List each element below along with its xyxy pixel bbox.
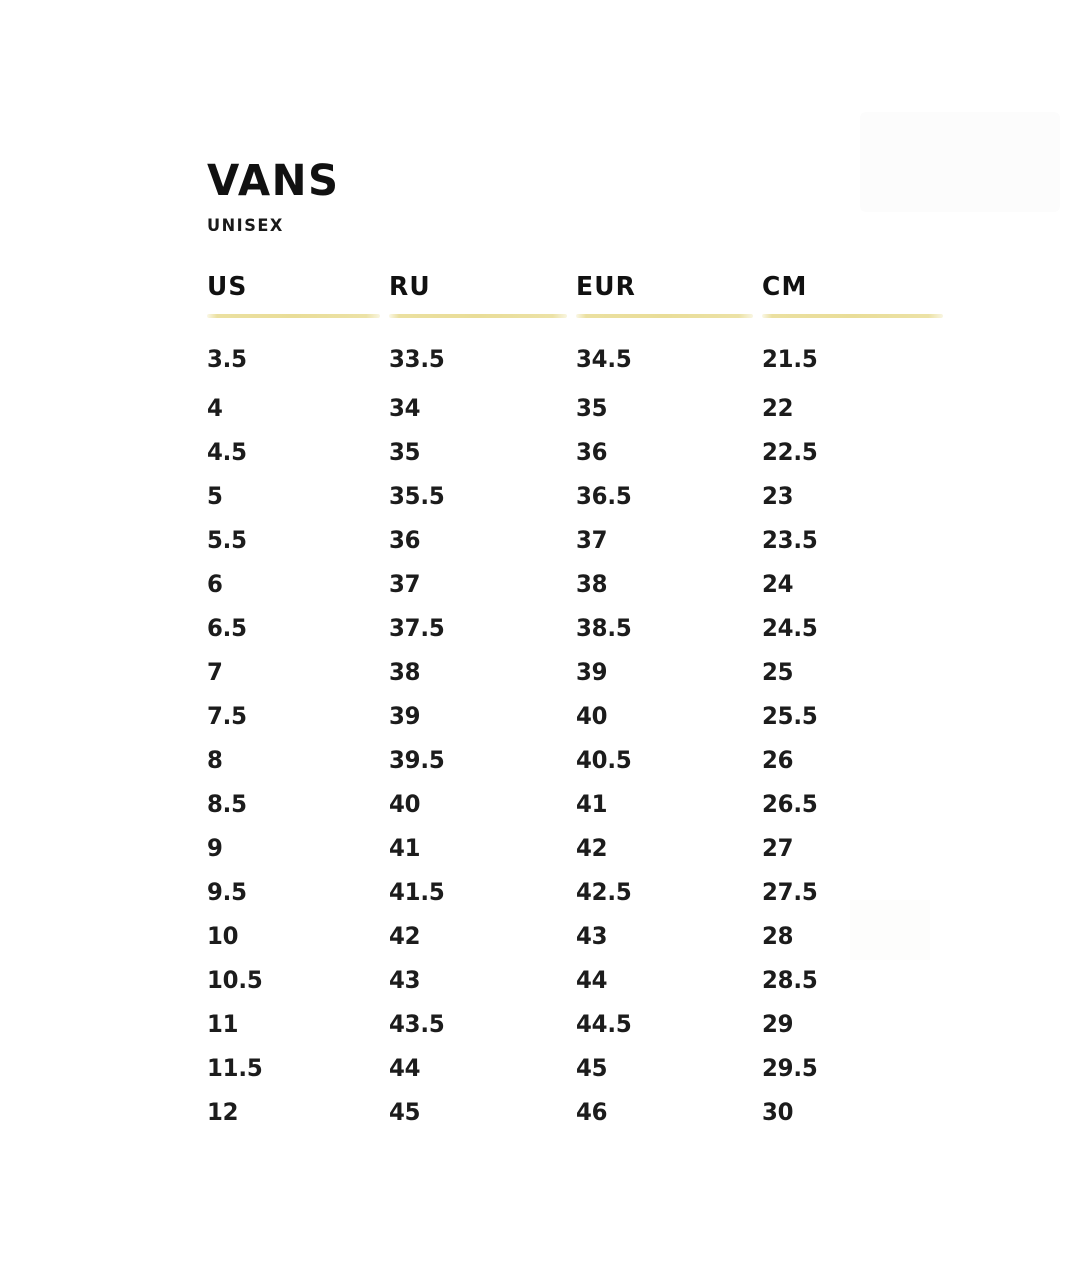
- cell-cm: 24: [762, 570, 794, 598]
- cell-us: 12: [207, 1098, 239, 1126]
- table-row: [207, 738, 933, 782]
- cell-cm: 28.5: [762, 966, 818, 994]
- column-header-eur-label: EUR: [576, 272, 636, 302]
- cell-us: 5.5: [207, 526, 247, 554]
- cell-ru: 34: [389, 394, 421, 422]
- column-header-ru: [389, 272, 569, 310]
- cell-eur: 40.5: [576, 746, 632, 774]
- cell-us: 10.5: [207, 966, 263, 994]
- cell-ru: 43.5: [389, 1010, 445, 1038]
- cell-eur: 43: [576, 922, 608, 950]
- size-chart-container: [207, 156, 937, 1134]
- table-row: [207, 650, 933, 694]
- cell-us: 3.5: [207, 345, 247, 373]
- cell-us: 8.5: [207, 790, 247, 818]
- cell-us: 8: [207, 746, 223, 774]
- table-row: [207, 694, 933, 738]
- cell-us: 7.5: [207, 702, 247, 730]
- header-rule-cell-us: [207, 310, 389, 322]
- cell-cm: 23.5: [762, 526, 818, 554]
- column-header-eur: [576, 272, 755, 310]
- cell-ru: 36: [389, 526, 421, 554]
- cell-cm: 21.5: [762, 345, 818, 373]
- cell-eur: 45: [576, 1054, 608, 1082]
- cell-eur: 39: [576, 658, 608, 686]
- cell-eur: 42: [576, 834, 608, 862]
- cell-ru: 41.5: [389, 878, 445, 906]
- table-row: [207, 1002, 933, 1046]
- table-row: [207, 782, 933, 826]
- cell-cm: 23: [762, 482, 794, 510]
- header-underline-us: [207, 314, 380, 318]
- cell-us: 5: [207, 482, 223, 510]
- cell-us: 6: [207, 570, 223, 598]
- cell-cm: 25.5: [762, 702, 818, 730]
- table-row: [207, 958, 933, 1002]
- table-row: [207, 518, 933, 562]
- cell-eur: 44.5: [576, 1010, 632, 1038]
- header-rule-cell-cm: [762, 310, 933, 322]
- header-rule-cell-ru: [389, 310, 576, 322]
- cell-ru: 39: [389, 702, 421, 730]
- cell-cm: 30: [762, 1098, 794, 1126]
- column-header-cm-label: CM: [762, 272, 808, 302]
- header-rule-cell-eur: [576, 310, 762, 322]
- table-row: [207, 826, 933, 870]
- column-header-ru-label: RU: [389, 272, 431, 302]
- cell-ru: 40: [389, 790, 421, 818]
- cell-ru: 33.5: [389, 345, 445, 373]
- cell-eur: 35: [576, 394, 608, 422]
- cell-cm: 24.5: [762, 614, 818, 642]
- header-underline-eur: [576, 314, 753, 318]
- table-row: [207, 1090, 933, 1134]
- cell-cm: 27.5: [762, 878, 818, 906]
- cell-us: 9.5: [207, 878, 247, 906]
- cell-eur: 46: [576, 1098, 608, 1126]
- cell-eur: 42.5: [576, 878, 632, 906]
- header-underline-cm: [762, 314, 943, 318]
- cell-us: 11.5: [207, 1054, 263, 1082]
- cell-ru: 39.5: [389, 746, 445, 774]
- table-row: [207, 870, 933, 914]
- column-header-us-label: US: [207, 272, 248, 302]
- size-conversion-table: [207, 272, 933, 1134]
- table-row: [207, 430, 933, 474]
- brand-wordmark: VANS: [207, 156, 340, 206]
- cell-ru: 37.5: [389, 614, 445, 642]
- cell-eur: 40: [576, 702, 608, 730]
- cell-cm: 27: [762, 834, 794, 862]
- cell-eur: 41: [576, 790, 608, 818]
- column-header-cm: [762, 272, 926, 310]
- cell-ru: 42: [389, 922, 421, 950]
- header-underline-ru: [389, 314, 567, 318]
- cell-cm: 25: [762, 658, 794, 686]
- cell-eur: 34.5: [576, 345, 632, 373]
- table-row: [207, 914, 933, 958]
- cell-ru: 35: [389, 438, 421, 466]
- cell-eur: 44: [576, 966, 608, 994]
- cell-eur: 36.5: [576, 482, 632, 510]
- header-row: [207, 272, 933, 310]
- cell-us: 4.5: [207, 438, 247, 466]
- chart-subtitle: UNISEX: [207, 216, 284, 236]
- cell-ru: 41: [389, 834, 421, 862]
- cell-us: 11: [207, 1010, 239, 1038]
- cell-cm: 29: [762, 1010, 794, 1038]
- cell-cm: 22: [762, 394, 794, 422]
- table-row: [207, 562, 933, 606]
- cell-cm: 26.5: [762, 790, 818, 818]
- cell-us: 10: [207, 922, 239, 950]
- table-row: [207, 474, 933, 518]
- table-body: [207, 322, 933, 1134]
- cell-eur: 38: [576, 570, 608, 598]
- cell-cm: 26: [762, 746, 794, 774]
- cell-us: 9: [207, 834, 223, 862]
- table-row: [207, 606, 933, 650]
- cell-eur: 36: [576, 438, 608, 466]
- cell-ru: 35.5: [389, 482, 445, 510]
- cell-cm: 28: [762, 922, 794, 950]
- table-row: [207, 322, 933, 386]
- cell-ru: 43: [389, 966, 421, 994]
- cell-ru: 44: [389, 1054, 421, 1082]
- table-row: [207, 1046, 933, 1090]
- header-rule-row: [207, 310, 933, 322]
- cell-us: 6.5: [207, 614, 247, 642]
- cell-cm: 22.5: [762, 438, 818, 466]
- table-header: [207, 272, 933, 322]
- column-header-us: [207, 272, 382, 310]
- cell-ru: 37: [389, 570, 421, 598]
- cell-eur: 38.5: [576, 614, 632, 642]
- cell-ru: 38: [389, 658, 421, 686]
- cell-us: 7: [207, 658, 223, 686]
- cell-eur: 37: [576, 526, 608, 554]
- table-row: [207, 386, 933, 430]
- cell-ru: 45: [389, 1098, 421, 1126]
- cell-us: 4: [207, 394, 223, 422]
- cell-cm: 29.5: [762, 1054, 818, 1082]
